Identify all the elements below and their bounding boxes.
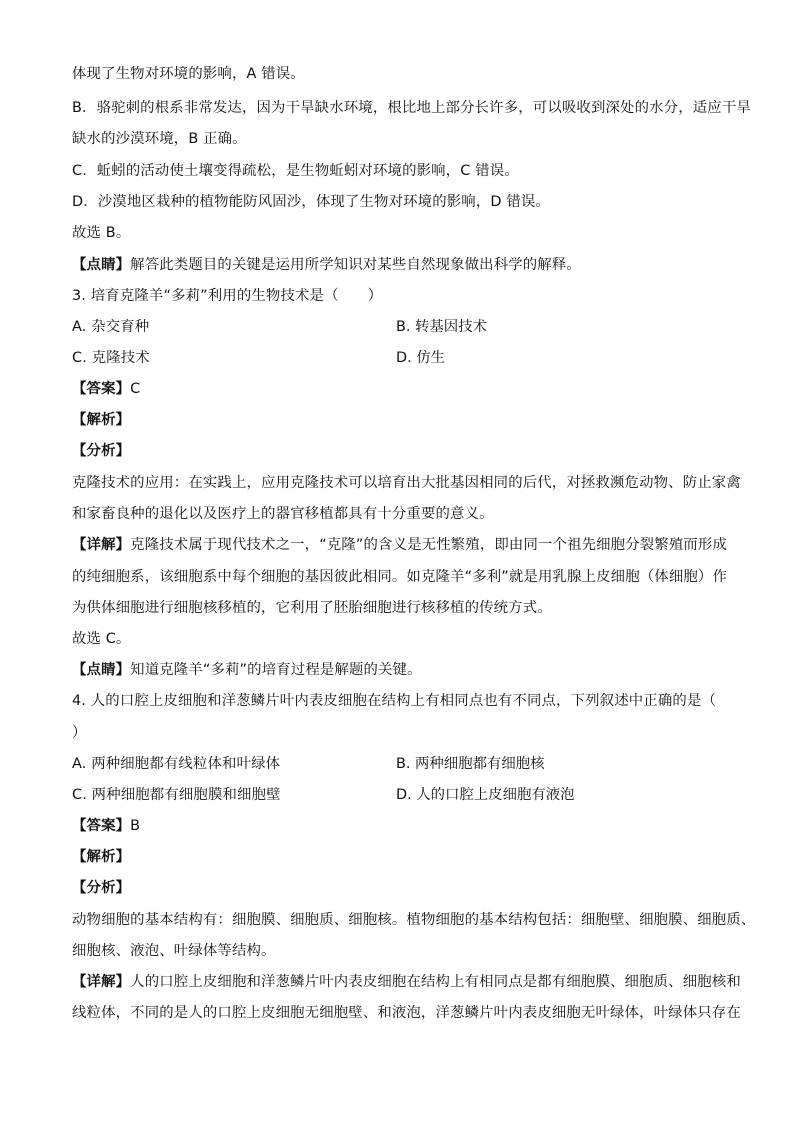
text-line: D．沙漠地区栽种的植物能防风固沙，体现了生物对环境的影响，D 错误。 <box>72 194 550 210</box>
answer-line <box>72 380 140 398</box>
detail-tag: 【详解】 <box>72 537 131 553</box>
text-line: B．骆驼刺的根系非常发达，因为干旱缺水环境，根比地上部分长许多，可以吸收到深处的水分，适应干旱 <box>72 100 751 116</box>
option-c: C. 两种细胞都有细胞膜和细胞壁 <box>72 787 281 803</box>
detail-text: 克隆技术属于现代技术之一，“克隆”的含义是无性繁殖，即由同一个祖先细胞分裂繁殖而形成 <box>130 537 728 553</box>
option-a: A. 两种细胞都有线粒体和叶绿体 <box>72 756 281 772</box>
option-c: C. 克隆技术 <box>72 350 150 366</box>
fenxi-tag: 【分析】 <box>72 443 131 459</box>
text-line: 的纯细胞系，该细胞系中每个细胞的基因彼此相同。如克隆羊“多利”就是用乳腺上皮细胞（体细胞）作 <box>72 569 728 585</box>
comment-tag: 【点睛】 <box>72 257 131 273</box>
detail-tag: 【详解】 <box>72 974 131 990</box>
answer-value: C <box>130 381 141 397</box>
analysis-tag: 【解析】 <box>72 849 131 865</box>
text-line: 故选 C。 <box>72 631 131 647</box>
text-line: 缺水的沙漠环境，B 正确。 <box>72 131 247 147</box>
detail-line <box>72 536 727 554</box>
question-stem: 3. 培育克隆羊“多莉”利用的生物技术是（ ） <box>72 288 383 304</box>
question-stem: 4. 人的口腔上皮细胞和洋葱鳞片叶内表皮细胞在结构上有相同点也有不同点，下列叙述中正确的是（ <box>72 693 717 709</box>
fenxi-tag: 【分析】 <box>72 880 131 896</box>
answer-line <box>72 817 140 835</box>
comment-text: 解答此类题目的关键是运用所学知识对某些自然现象做出科学的解释。 <box>130 257 581 273</box>
text-line: 体现了生物对环境的影响，A 错误。 <box>72 66 305 82</box>
analysis-tag: 【解析】 <box>72 412 131 428</box>
text-line: 为供体细胞进行细胞核移植的，它利用了胚胎细胞进行核移植的传统方式。 <box>72 600 552 616</box>
question-stem-cont: ） <box>72 725 87 741</box>
answer-tag: 【答案】 <box>72 818 131 834</box>
comment-text: 知道克隆羊“多莉”的培育过程是解题的关键。 <box>130 662 422 678</box>
detail-text: 人的口腔上皮细胞和洋葱鳞片叶内表皮细胞在结构上有相同点是都有细胞膜、细胞质、细胞核和 <box>130 974 741 990</box>
detail-line <box>72 973 741 991</box>
text-line: 和家畜良种的退化以及医疗上的器官移植都具有十分重要的意义。 <box>72 506 494 522</box>
text-line: 细胞核、液泡、叶绿体等结构。 <box>72 943 276 959</box>
option-b: B. 转基因技术 <box>396 319 487 335</box>
comment-tag: 【点睛】 <box>72 662 131 678</box>
option-d: D. 仿生 <box>396 350 446 366</box>
text-line: C．蚯蚓的活动使土壤变得疏松，是生物蚯蚓对环境的影响，C 错误。 <box>72 163 519 179</box>
text-line: 动物细胞的基本结构有：细胞膜、细胞质、细胞核。植物细胞的基本结构包括：细胞壁、细胞膜、细胞质、 <box>72 912 756 928</box>
option-a: A. 杂交育种 <box>72 319 150 335</box>
text-line: 线粒体，不同的是人的口腔上皮细胞无细胞壁、和液泡，洋葱鳞片叶内表皮细胞无叶绿体，叶绿体只存在 <box>72 1005 741 1021</box>
answer-tag: 【答案】 <box>72 381 131 397</box>
text-line: 故选 B。 <box>72 225 131 241</box>
text-line: 克隆技术的应用：在实践上，应用克隆技术可以培育出大批基因相同的后代，对拯救濒危动物、防止家禽 <box>72 475 741 491</box>
comment-line <box>72 256 581 274</box>
option-d: D. 人的口腔上皮细胞有液泡 <box>396 787 575 803</box>
answer-value: B <box>130 818 141 834</box>
option-b: B. 两种细胞都有细胞核 <box>396 756 545 772</box>
comment-line <box>72 661 422 679</box>
